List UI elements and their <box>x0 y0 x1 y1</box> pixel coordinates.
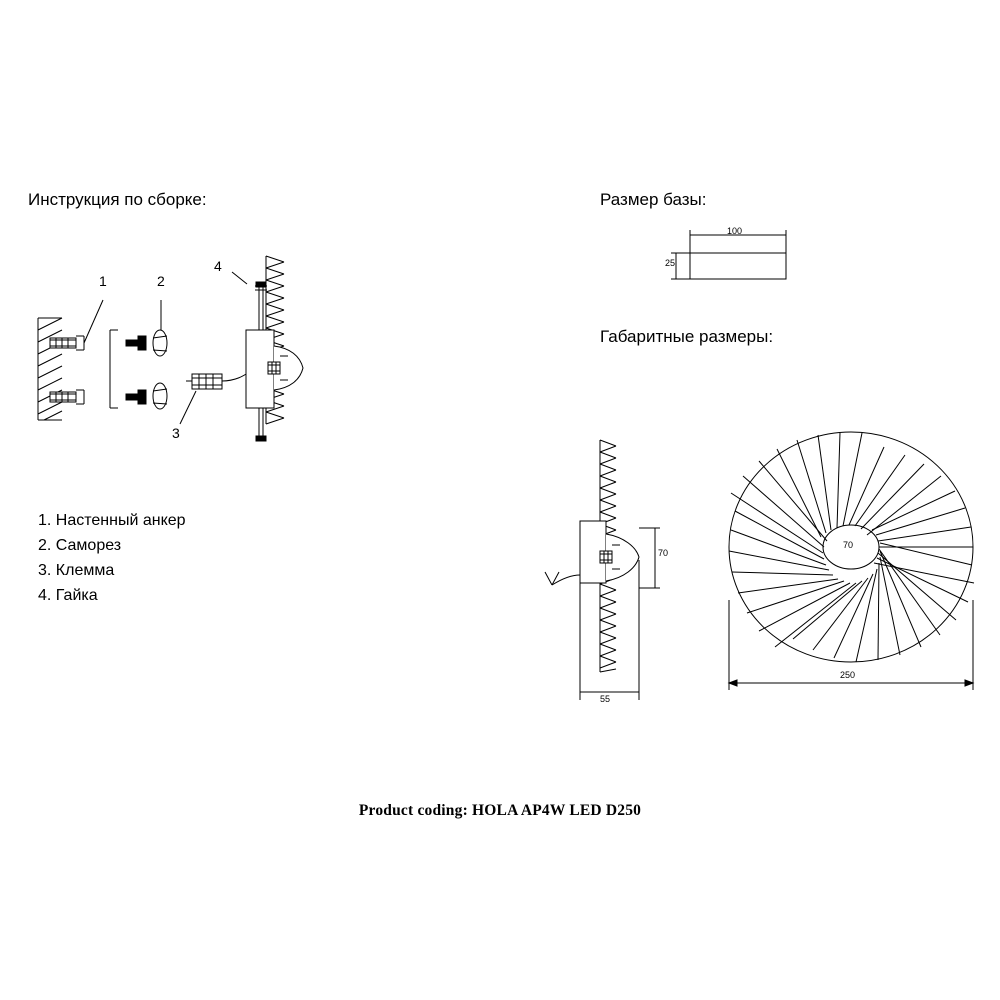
center-hole-dimension: 70 <box>843 540 854 550</box>
callout-2: 2 <box>157 273 165 289</box>
callout-1: 1 <box>99 273 107 289</box>
callout-4: 4 <box>214 258 222 274</box>
depth-dimension: 55 <box>600 694 611 704</box>
parts-list-item-3: 3. Клемма <box>38 562 115 579</box>
parts-list-item-1: 1. Настенный анкер <box>38 512 186 529</box>
base-height-dimension: 25 <box>665 258 676 268</box>
product-coding: Product coding: HOLA AP4W LED D250 <box>358 802 642 819</box>
parts-list-item-4: 4. Гайка <box>38 587 98 604</box>
base-size-heading: Размер базы: <box>600 190 707 209</box>
diameter-dimension: 250 <box>840 670 856 680</box>
overall-size-heading: Габаритные размеры: <box>600 327 774 346</box>
side-height-dimension: 70 <box>658 548 669 558</box>
assembly-instructions-heading: Инструкция по сборке: <box>28 190 207 209</box>
base-width-dimension: 100 <box>727 226 743 236</box>
parts-list-item-2: 2. Саморез <box>38 537 122 554</box>
callout-3: 3 <box>172 425 180 441</box>
